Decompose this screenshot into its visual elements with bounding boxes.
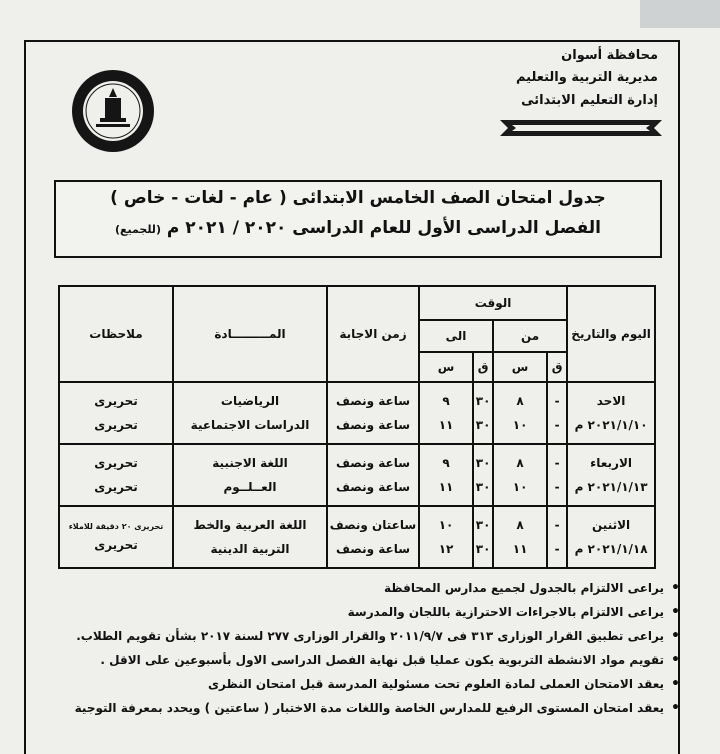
subject-cell: اللغة الاجنبية العــلــوم bbox=[173, 444, 327, 506]
ribbon-ornament bbox=[498, 116, 664, 138]
header-notes: ملاحظات bbox=[59, 286, 173, 382]
list-item: • يعقد الامتحان العملى لمادة العلوم تحت مسئولية المدرسة قبل امتحان النظرى bbox=[30, 672, 682, 696]
from-q-cell: - - bbox=[547, 506, 567, 568]
list-item: • تقويم مواد الانشطة التربوية يكون عمليا قبل نهاية الفصل الدراسى الاول بأسبوعين على الاقل . bbox=[30, 648, 682, 672]
date: ٢٠٢١/١/١٠ م bbox=[574, 418, 648, 432]
to-s-cell: ٩ ١١ bbox=[419, 444, 473, 506]
exam-schedule-table bbox=[58, 285, 656, 569]
title-line-1: جدول امتحان الصف الخامس الابتدائى ( عام - لغات - خاص ) bbox=[110, 188, 606, 208]
day-date-cell bbox=[567, 444, 655, 506]
header-to-s: س bbox=[419, 352, 473, 382]
list-item: • يراعى الالتزام بالجدول لجميع مدارس المحافظة bbox=[30, 576, 682, 600]
title-note: (للجميع) bbox=[114, 223, 161, 236]
binder-clip bbox=[640, 0, 720, 28]
from-s-cell: ٨ ١٠ bbox=[493, 444, 547, 506]
header-to-q: ق bbox=[473, 352, 493, 382]
day-date-cell bbox=[567, 506, 655, 568]
to-q-cell: ٣٠ ٣٠ bbox=[473, 382, 493, 444]
subject-cell: اللغة العربية والخط التربية الدينية bbox=[173, 506, 327, 568]
header-subject: المـــــــــادة bbox=[173, 286, 327, 382]
to-q-cell: ٣٠ ٣٠ bbox=[473, 444, 493, 506]
day: الاحد bbox=[596, 394, 626, 408]
from-q-cell: - - bbox=[547, 382, 567, 444]
title-line-2 bbox=[66, 218, 650, 238]
day: الاربعاء bbox=[590, 456, 633, 470]
department-label: إدارة التعليم الابتدائى bbox=[521, 93, 658, 108]
table-row bbox=[59, 382, 655, 444]
header-duration: زمن الاجابة bbox=[327, 286, 419, 382]
header-time: الوقت bbox=[419, 286, 567, 320]
table-row bbox=[59, 444, 655, 506]
to-q-cell: ٣٠ ٣٠ bbox=[473, 506, 493, 568]
title-year: الفصل الدراسى الأول للعام الدراسى ٢٠٢٠ / ٢٠٢١ م bbox=[166, 218, 602, 238]
header-from-q: ق bbox=[547, 352, 567, 382]
to-s-cell: ١٠ ١٢ bbox=[419, 506, 473, 568]
header-from: من bbox=[493, 320, 567, 352]
duration-cell: ساعة ونصف ساعة ونصف bbox=[327, 444, 419, 506]
header-to: الى bbox=[419, 320, 493, 352]
day: الاثنين bbox=[592, 518, 631, 532]
from-s-cell: ٨ ١١ bbox=[493, 506, 547, 568]
list-item: • يراعى الالتزام بالاجراءات الاحترازية باللجان والمدرسة bbox=[30, 600, 682, 624]
to-s-cell: ٩ ١١ bbox=[419, 382, 473, 444]
from-s-cell: ٨ ١٠ bbox=[493, 382, 547, 444]
list-item: • يراعى تطبيق القرار الوزارى ٣١٣ فى ٢٠١١/٩/٧ والقرار الوزارى ٢٧٧ لسنة ٢٠١٧ بشأن تقويم الطلاب. bbox=[30, 624, 682, 648]
date: ٢٠٢١/١/١٨ م bbox=[574, 542, 648, 556]
from-q-cell: - - bbox=[547, 444, 567, 506]
notes-list bbox=[30, 576, 682, 720]
date: ٢٠٢١/١/١٣ م bbox=[574, 480, 648, 494]
notes-cell: تحريرى تحريرى bbox=[59, 382, 173, 444]
notes-cell: تحريرى ٢٠ دقيقة للاملاء تحريرى bbox=[59, 506, 173, 568]
governorate-label: محافظة أسوان bbox=[561, 48, 658, 63]
list-item: • يعقد امتحان المستوى الرفيع للمدارس الخاصة واللغات مدة الاختبار ( ساعتين ) ويحدد بمعرفة التوجية bbox=[30, 696, 682, 720]
header-day-date: اليوم والتاريخ bbox=[567, 286, 655, 382]
duration-cell: ساعتان ونصف ساعة ونصف bbox=[327, 506, 419, 568]
day-date-cell bbox=[567, 382, 655, 444]
notes-cell: تحريرى تحريرى bbox=[59, 444, 173, 506]
subject-cell: الرياضيات الدراسات الاجتماعية bbox=[173, 382, 327, 444]
table-row bbox=[59, 506, 655, 568]
directorate-label: مديرية التربية والتعليم bbox=[515, 70, 658, 85]
title-box bbox=[54, 180, 662, 258]
duration-cell: ساعة ونصف ساعة ونصف bbox=[327, 382, 419, 444]
header-from-s: س bbox=[493, 352, 547, 382]
ministry-seal-icon bbox=[70, 68, 156, 154]
